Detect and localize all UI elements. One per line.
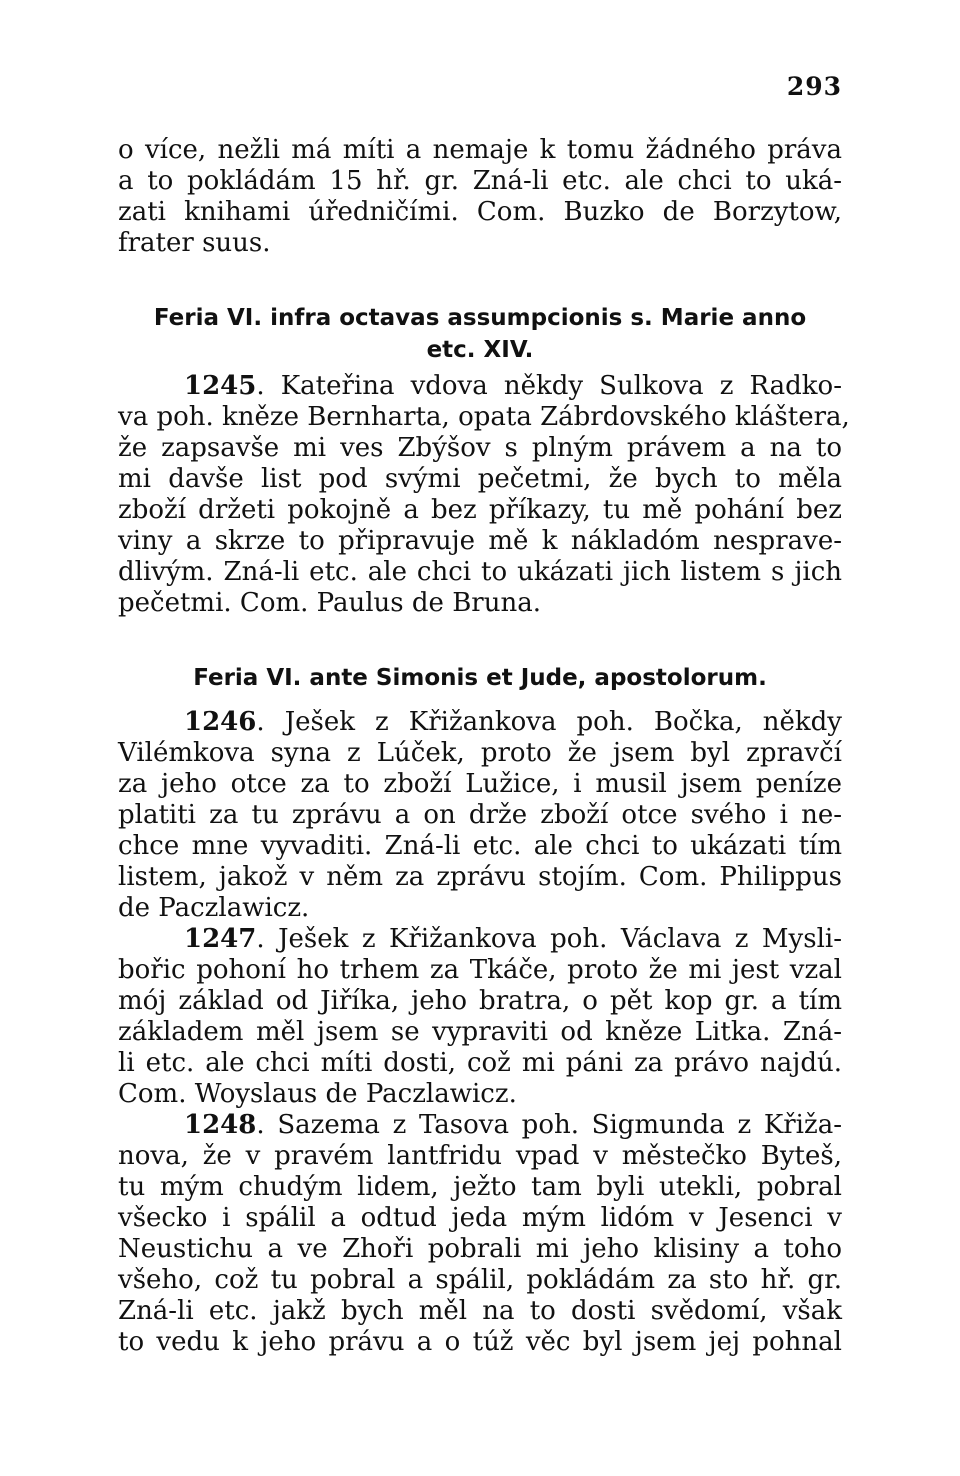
text-line: chce mne vyvaditi. Zná-li etc. ale chci to ukázati tím bbox=[118, 831, 842, 861]
text-line: a to pokládám 15 hř. gr. Zná-li etc. ale chci to uká- bbox=[118, 166, 842, 196]
entry-number: 1245 bbox=[184, 371, 257, 401]
text-line: listem, jakož v něm za zprávu stojím. Com. Philippus bbox=[118, 862, 842, 892]
text-line: že zapsavše mi ves Zbýšov s plným právem a na to bbox=[118, 433, 842, 463]
text-line: Zná-li etc. jakž bych měl na to dosti svědomí, však bbox=[118, 1296, 842, 1326]
entry-1245 bbox=[118, 371, 850, 619]
text-line: frater suus. bbox=[118, 228, 271, 258]
entry-number: 1248 bbox=[184, 1110, 257, 1140]
section-heading bbox=[118, 662, 842, 694]
text-line bbox=[118, 924, 842, 955]
entry-text: . Ješek z Křižankova poh. Václava z Mysli- bbox=[256, 924, 842, 954]
text-line: to vedu k jeho právu a o túž věc byl jsem jej pohnal bbox=[118, 1327, 842, 1357]
text-line bbox=[118, 707, 842, 738]
text-line: viny a skrze to připravuje mě k nákladóm nesprave- bbox=[118, 526, 842, 556]
text-line: všeho, což tu pobral a spálil, pokládám za sto hř. gr. bbox=[118, 1265, 842, 1295]
entry-text: . Ješek z Křižankova poh. Bočka, někdy bbox=[256, 707, 842, 737]
text-line: zati knihami úředničími. Com. Buzko de Borzytow, bbox=[118, 197, 842, 227]
text-line bbox=[118, 371, 842, 402]
text-line: zboží držeti pokojně a bez příkazy, tu mě pohání bez bbox=[118, 495, 842, 525]
text-line: nova, že v pravém lantfridu vpad v městečko Byteš, bbox=[118, 1141, 842, 1171]
text-line: de Paczlawicz. bbox=[118, 893, 310, 923]
text-line: Vilémkova syna z Lúček, proto že jsem byl zpravčí bbox=[118, 738, 842, 768]
heading-line: Feria VI. ante Simonis et Jude, apostolorum. bbox=[193, 665, 767, 691]
text-line: mój základ od Jiříka, jeho bratra, o pět kop gr. a tím bbox=[118, 986, 842, 1016]
text-line: dlivým. Zná-li etc. ale chci to ukázati jich listem s jich bbox=[118, 557, 842, 587]
text-line: platiti za tu zprávu a on drže zboží otce svého i ne- bbox=[118, 800, 842, 830]
text-line: všecko i spálil a odtud jeda mým lidóm v Jesenci v bbox=[118, 1203, 842, 1233]
text-line: bořic pohoní ho trhem za Tkáče, proto že mi jest vzal bbox=[118, 955, 842, 985]
text-line: Neustichu a ve Zhoři pobrali mi jeho klisiny a toho bbox=[118, 1234, 842, 1264]
text-line: li etc. ale chci míti dosti, což mi páni za právo najdú. bbox=[118, 1048, 842, 1078]
text-line: mi davše list pod svými pečetmi, že bych to měla bbox=[118, 464, 842, 494]
heading-line: Feria VI. infra octavas assumpcionis s. Marie anno bbox=[153, 305, 807, 331]
text-line: tu mým chudým lidem, ježto tam byli utekli, pobral bbox=[118, 1172, 842, 1202]
text-line: pečetmi. Com. Paulus de Bruna. bbox=[118, 588, 541, 618]
section-heading bbox=[118, 302, 842, 366]
text-line: za jeho otce za to zboží Lužice, i musil jsem peníze bbox=[118, 769, 842, 799]
text-line: o více, nežli má míti a nemaje k tomu žádného práva bbox=[118, 135, 842, 165]
text-line: Com. Woyslaus de Paczlawicz. bbox=[118, 1079, 517, 1109]
text-line bbox=[118, 1110, 842, 1141]
text-line: va poh. kněze Bernharta, opata Zábrdovského kláštera, bbox=[118, 402, 850, 432]
heading-line: etc. XIV. bbox=[426, 337, 534, 363]
entry-1246 bbox=[118, 707, 842, 924]
page-number: 293 bbox=[786, 72, 842, 101]
entry-continuation bbox=[118, 135, 842, 259]
entry-number: 1247 bbox=[184, 924, 257, 954]
entry-number: 1246 bbox=[184, 707, 257, 737]
text-line: základem měl jsem se vypraviti od kněze Litka. Zná- bbox=[118, 1017, 842, 1047]
entry-1247 bbox=[118, 924, 842, 1110]
entry-1248 bbox=[118, 1110, 842, 1358]
entry-text: . Sazema z Tasova poh. Sigmunda z Křiža- bbox=[256, 1110, 842, 1140]
entry-text: . Kateřina vdova někdy Sulkova z Radko- bbox=[256, 371, 842, 401]
